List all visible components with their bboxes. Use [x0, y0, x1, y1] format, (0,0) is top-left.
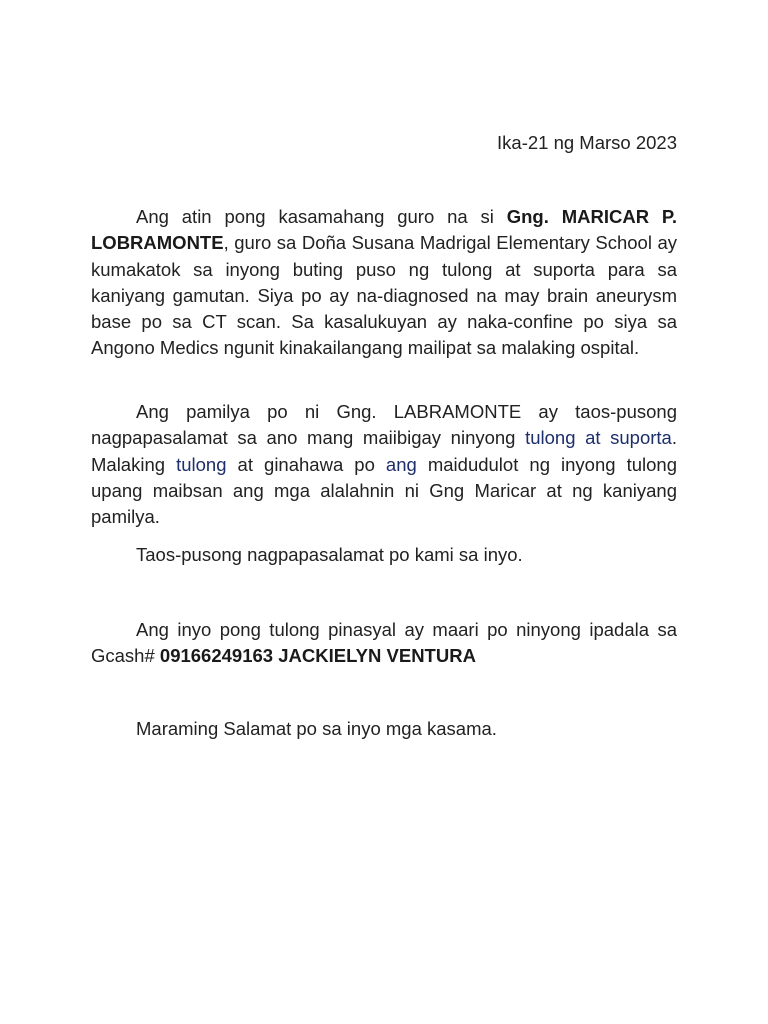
paragraph-family	[91, 399, 677, 530]
paragraph-intro	[91, 204, 677, 362]
letter-date: Ika-21 ng Marso 2023	[497, 132, 677, 153]
paragraph-family-text-2: . Malaking	[91, 427, 677, 475]
paragraph-intro-text-2: , guro sa Doña Susana Madrigal Elementary School ay kumakatok sa inyong buting puso ng tulong at suporta para sa kaniyang gamutan. Siya po ay na-diagnosed na may brain aneurysm base po sa CT scan. Sa kasalukuyan ay naka-confine po siya sa Angono Medics ngunit kinakailangang mailipat sa malaking ospital.	[91, 232, 677, 359]
highlight-tulong: tulong	[176, 453, 227, 475]
paragraph-family-text-1: Ang pamilya po ni Gng. LABRAMONTE ay taos-pusong nagpapasalamat sa ano mang maiibigay ninyong	[91, 401, 677, 449]
paragraph-thanks: Taos-pusong nagpapasalamat po kami sa inyo.	[136, 544, 523, 565]
teacher-name: Gng. MARICAR P. LOBRAMONTE	[91, 206, 678, 254]
gcash-number-name: 09166249163 JACKIELYN VENTURA	[159, 645, 476, 667]
paragraph-family-text-3: at ginahawa po	[226, 453, 386, 475]
paragraph-intro-text-1: Ang atin pong kasamahang guro na si	[136, 206, 507, 227]
highlight-ang: ang	[385, 453, 417, 475]
highlight-tulong-suporta: tulong at suporta	[525, 427, 672, 449]
paragraph-gcash-text: Ang inyo pong tulong pinasyal ay maari po ninyong ipadala sa Gcash#	[91, 619, 677, 667]
paragraph-gcash	[91, 617, 677, 670]
paragraph-closing: Maraming Salamat po sa inyo mga kasama.	[136, 718, 497, 739]
paragraph-family-text-4: maidudulot ng inyong tulong upang maibsan ang mga alalahnin ni Gng Maricar at ng kaniyang pamilya.	[91, 453, 677, 528]
